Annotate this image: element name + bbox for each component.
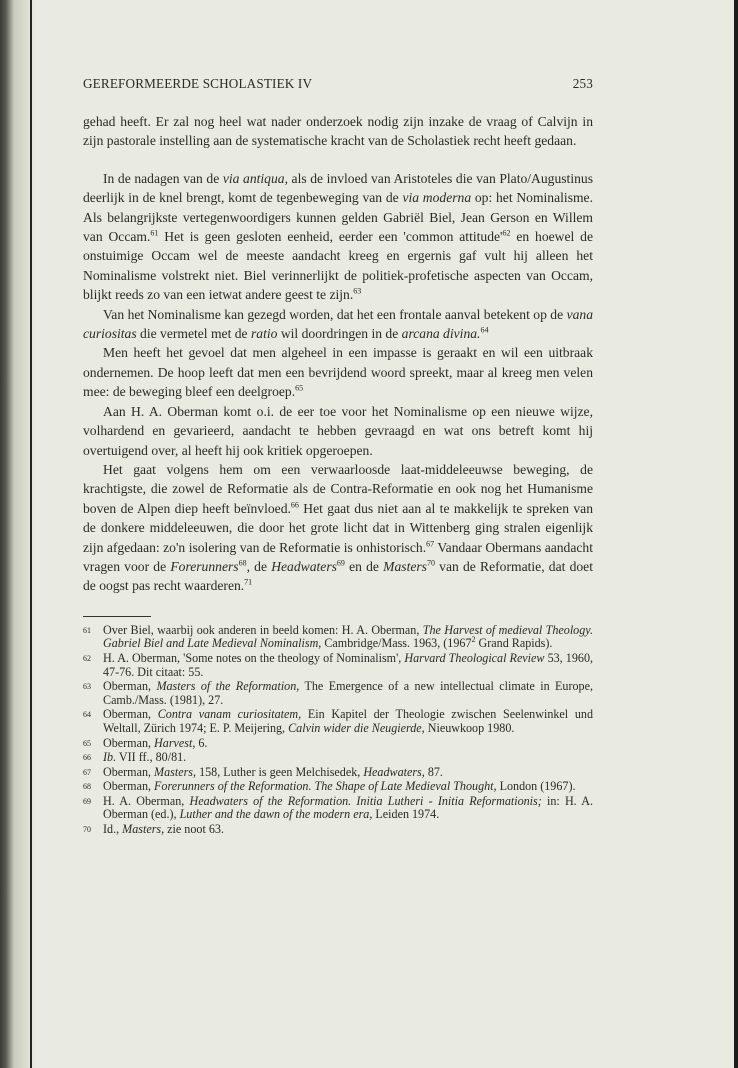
text-run: The Emergence of a new intellectual climate in Europe, Camb./Mass. (1981), 27. <box>103 679 593 707</box>
text-run: Cambridge/Mass. 1963, (1967 <box>321 636 472 651</box>
italic-span: Masters, <box>154 764 197 779</box>
footnote-number: 65 <box>83 738 91 748</box>
footnote <box>83 780 593 794</box>
footnote <box>83 624 593 651</box>
page-right-edge <box>734 0 738 1068</box>
italic-span: Harvard Theological Review <box>404 650 545 665</box>
body-text <box>83 112 593 596</box>
running-head <box>83 76 593 92</box>
italic-span: Forerunners of the Reformation. The Shape of Late Medieval Thought, <box>154 779 497 794</box>
italic-span: The Harvest of medieval Theology. Gabriel Biel and Late Medieval Nominalism, <box>103 622 594 651</box>
footnote-reference: 71 <box>244 577 253 587</box>
book-binding-edge <box>0 0 36 1068</box>
text-run: Nieuwkoop 1980. <box>424 720 515 735</box>
italic-span: ratio <box>251 326 278 342</box>
italic-span: Luther and the dawn of the modern era, <box>179 807 373 822</box>
text-run: , de <box>246 558 272 574</box>
footnote-number: 67 <box>83 767 91 777</box>
text-run: die vermetel met de <box>136 326 251 342</box>
footnote <box>83 795 593 822</box>
text-run: gehad heeft. Er zal nog heel wat nader onderzoek nodig zijn inzake de vraag of Calvijn in zijn pastorale instelling aan de systematische kracht van de Scholastiek recht heeft gedaan. <box>83 114 593 149</box>
text-run: Oberman, <box>103 764 155 779</box>
text-run: Oberman, <box>103 779 155 794</box>
paragraph <box>83 305 593 344</box>
footnote-number: 70 <box>83 825 91 835</box>
text-run: Het gaat dus niet aan al te makkelijk te spreken van de donkere middeleeuwen, die door het grote licht dat in Wittenberg ging stralen eigenlijk zijn afgedaan: zo'n isolering van de Reformatie is onhistorisch. <box>83 500 594 555</box>
text-run: 53, 1960, 47-76. Dit citaat: 55. <box>103 650 594 679</box>
footnote <box>83 823 593 837</box>
italic-span: Masters of the Reformation, <box>156 679 300 694</box>
paragraph <box>83 169 593 305</box>
paragraph <box>83 402 593 460</box>
footnotes <box>83 624 593 837</box>
text-run: Van het Nominalisme kan gezegd worden, dat het een frontale aanval betekent op de <box>103 306 567 322</box>
footnote-reference: 65 <box>295 383 304 393</box>
text-run: 158, Luther is geen Melchisedek, <box>196 764 364 779</box>
italic-span: Headwaters <box>271 558 337 574</box>
text-run: en de <box>344 558 384 574</box>
footnote <box>83 751 593 765</box>
footnote-reference: 69 <box>336 558 345 568</box>
italic-span: Forerunners <box>170 558 239 574</box>
italic-span: Headwaters, <box>363 764 425 779</box>
footnote-reference: 66 <box>290 500 299 510</box>
text-run: op: het Nominalisme. Als belangrijkste vertegenwoordigers kunnen gelden Gabriël Biel, Jean Gerson en Willem van Occam. <box>83 190 593 245</box>
italic-span: arcana divina. <box>401 326 481 342</box>
footnote-number: 68 <box>83 782 91 792</box>
italic-span: vana curiositas <box>83 306 593 342</box>
footnote <box>83 737 593 751</box>
footnote-reference: 68 <box>238 558 247 568</box>
text-run: H. A. Oberman, 'Some notes on the theology of Nominalism', <box>103 650 405 665</box>
footnote <box>83 680 593 707</box>
text-run: Aan H. A. Oberman komt o.i. de eer toe voor het Nominalisme op een nieuwe wijze, volhardend en gevarieerd, aandacht te hebben gevraagd en wat ons betreft komt hij overtuigend over, al heeft hij ook kritiek opgeroepen. <box>83 403 593 458</box>
text-run: in: H. A. Oberman (ed.), <box>103 793 593 822</box>
text-run: VII ff., 80/81. <box>116 750 187 765</box>
footnote <box>83 652 593 679</box>
text-run: Oberman, <box>103 707 158 722</box>
page-number: 253 <box>572 76 593 91</box>
text-run: Oberman, <box>103 679 157 694</box>
italic-span: via antiqua <box>222 170 285 186</box>
italic-span: Headwaters of the Reformation. Initia Lutheri - Initia Reformationis; <box>189 793 542 808</box>
footnote-reference: 64 <box>480 325 489 335</box>
footnote <box>83 708 593 735</box>
text-run: 87. <box>424 764 443 779</box>
text-run: zie noot 63. <box>164 822 224 837</box>
paragraph <box>83 343 593 401</box>
italic-span: Harvest, <box>154 735 196 750</box>
text-run: Oberman, <box>103 735 155 750</box>
paragraph <box>83 460 593 596</box>
italic-span: Contra vanam curiositatem, <box>157 707 302 722</box>
italic-span: Masters <box>383 558 427 574</box>
italic-span: via moderna <box>402 190 472 206</box>
book-page <box>83 76 593 838</box>
footnote-reference: 67 <box>426 539 435 548</box>
text-run: Over Biel, waarbij ook anderen in beeld komen: H. A. Oberman, <box>103 622 423 637</box>
footnote-reference: 61 <box>150 228 159 238</box>
text-run: Id., <box>103 822 123 837</box>
text-run: Leiden 1974. <box>372 807 440 822</box>
text-run: London (1967). <box>496 779 576 794</box>
text-run: , als de invloed van Aristoteles die van Plato/Augustinus deerlijk in de knel brengt, komt de tegenbeweging van de <box>83 170 593 206</box>
text-run: wil doordringen in de <box>277 326 402 342</box>
footnote-number: 62 <box>83 653 91 663</box>
text-run: Grand Rapids). <box>475 636 553 651</box>
text-run: van de Reformatie, dat doet de oogst pas recht waarderen. <box>83 558 593 594</box>
footnote-reference: 70 <box>426 558 435 568</box>
footnote-number: 64 <box>83 710 91 720</box>
footnote-reference: 2 <box>471 635 476 645</box>
footnote-number: 63 <box>83 682 91 692</box>
text-run: Vandaar Obermans aandacht vragen voor de <box>83 539 593 574</box>
footnote-number: 69 <box>83 796 91 806</box>
text-run: Men heeft het gevoel dat men algeheel in een impasse is geraakt en wil een uitbraak ondernemen. De hoop leeft dat men een bevrijdend woord spreekt, maar al kreeg men velen mee: de beweging bleef een deelgroep. <box>83 345 593 400</box>
footnote-reference: 62 <box>502 228 511 238</box>
text-run: en hoewel de onstuimige Occam wel de meeste aandacht kreeg en ergernis gaf vult hij alleen het Nominalisme volstrekt niet. Biel verinnerlijkt de politiek-profetische aspecten van Occam, blijkt reeds zo van een ietwat andere geest te zijn. <box>83 229 593 303</box>
paragraph <box>83 112 593 151</box>
text-run: 6. <box>195 735 208 750</box>
italic-span: Calvin wider die Neugierde, <box>288 720 425 735</box>
footnote-number: 61 <box>83 625 91 635</box>
footnote <box>83 766 593 780</box>
italic-span: Ib. <box>103 750 117 765</box>
text-run: Het is geen gesloten eenheid, eerder een 'common attitude' <box>158 229 503 245</box>
footnote-reference: 63 <box>353 286 362 296</box>
text-run: In de nadagen van de <box>103 170 223 186</box>
footnote-number: 66 <box>83 753 91 763</box>
running-head-title: GEREFORMEERDE SCHOLASTIEK IV <box>83 76 313 91</box>
text-run: H. A. Oberman, <box>103 793 190 808</box>
italic-span: Masters, <box>122 822 165 837</box>
footnote-rule <box>83 616 151 617</box>
text-run: Ein Kapitel der Theologie zwischen Seelenwinkel und Weltall, Zürich 1974; E. P. Meijering, <box>103 707 593 735</box>
text-run: Het gaat volgens hem om een verwaarloosde laat-middeleeuwse beweging, de krachtigste, die zowel de Reformatie als de Contra-Reformatie en ook nog het Humanisme boven de Alpen diep heeft beïnvloed. <box>83 461 593 516</box>
